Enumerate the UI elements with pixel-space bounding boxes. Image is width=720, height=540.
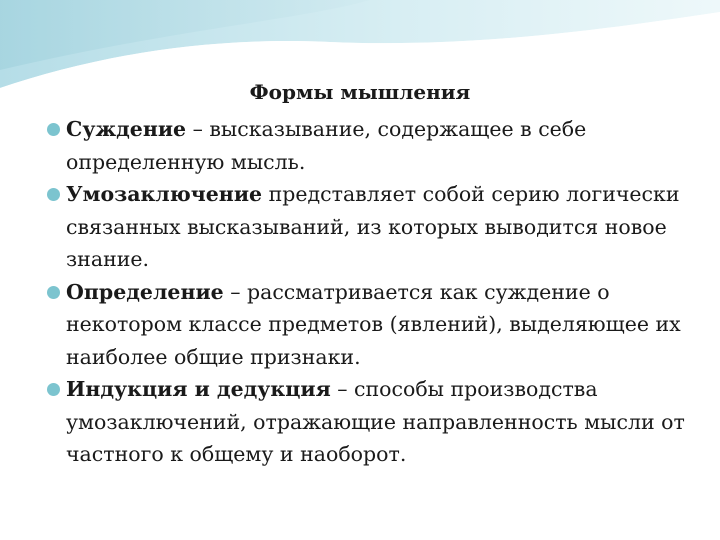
bullet-term: Определение bbox=[66, 279, 224, 304]
bullet-text: – высказывание, содержащее в себе определенную мысль. bbox=[66, 117, 587, 174]
bullet-item-judgment bbox=[0, 113, 700, 178]
bullet-text: – рассматривается как суждение о некотором классе предметов (явлений), выделяющее их наиболее общие признаки. bbox=[66, 279, 681, 369]
bullet-icon bbox=[47, 188, 60, 201]
bullet-item-induction-deduction bbox=[0, 373, 700, 471]
bullet-item-definition bbox=[0, 276, 700, 374]
bullet-term: Умозаключение bbox=[66, 182, 263, 206]
bullet-item-inference bbox=[0, 178, 700, 276]
bullet-text: – способы производства умозаключений, отражающие направленность мысли от частного к общему и наоборот. bbox=[66, 377, 685, 466]
bullet-list bbox=[0, 113, 700, 471]
bullet-icon bbox=[47, 123, 60, 136]
bullet-term: Суждение bbox=[66, 117, 187, 141]
bullet-term: Индукция и дедукция bbox=[66, 377, 331, 401]
header-wave-decoration bbox=[0, 0, 720, 90]
bullet-icon bbox=[47, 286, 60, 299]
slide-title: Формы мышления bbox=[249, 80, 471, 104]
bullet-icon bbox=[47, 383, 60, 396]
bullet-text: представляет собой серию логически связанных высказываний, из которых выводится новое знание. bbox=[66, 182, 680, 271]
